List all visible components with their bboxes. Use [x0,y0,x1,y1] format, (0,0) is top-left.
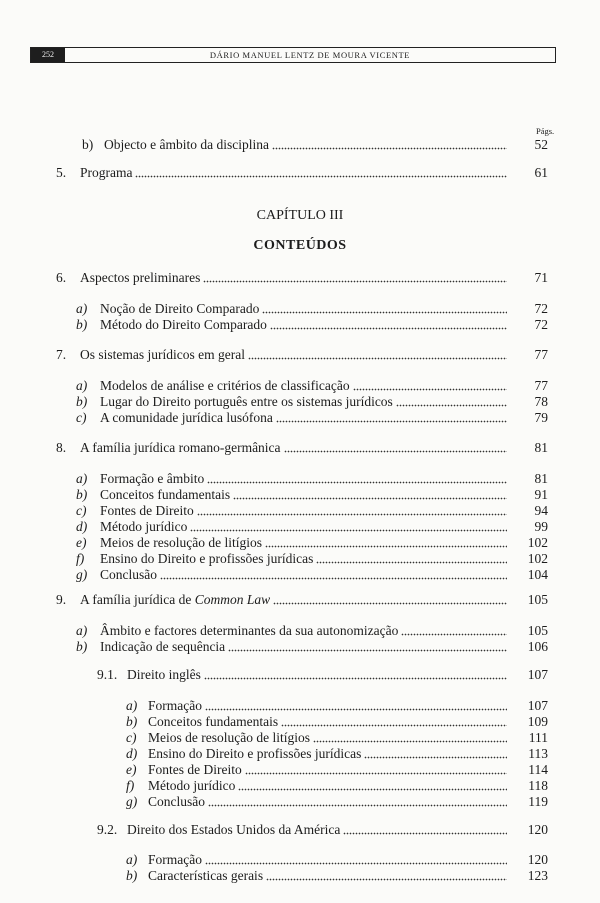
entry-number: g) [126,794,138,809]
leader-dots [284,450,507,453]
entry-title: Direito inglês [127,667,201,682]
entry-page: 77 [534,378,548,393]
entry-number: c) [126,730,137,745]
toc-entry [56,592,548,608]
entry-number: b) [126,714,138,729]
toc-entry [76,487,548,503]
toc-entry [76,301,548,317]
toc-entry [76,519,548,535]
entry-page: 120 [527,852,548,867]
entry-title: Formação [148,852,202,867]
entry-page: 61 [534,165,548,180]
entry-page: 109 [527,714,548,729]
entry-number: a) [126,698,138,713]
leader-dots [343,832,507,835]
leader-dots [205,708,507,711]
toc-entry [97,667,548,683]
toc-entry [126,714,548,730]
leader-dots [197,513,507,516]
entry-page: 104 [527,567,548,582]
leader-dots [204,677,507,680]
entry-title: Ensino do Direito e profissões jurídicas [148,746,362,761]
entry-number: 5. [56,165,67,180]
leader-dots [270,327,507,330]
entry-number: a) [76,378,88,393]
toc-entry [126,730,548,746]
entry-title: Conceitos fundamentais [100,487,231,502]
page-number: 252 [31,48,65,62]
entry-number: a) [76,623,88,638]
entry-number: 7. [56,347,67,362]
entry-page: 120 [527,822,548,837]
entry-page: 119 [528,794,548,809]
toc-entry [76,317,548,333]
entry-title: Método jurídico [100,519,188,534]
entry-title: Meios de resolução de litígios [148,730,310,745]
entry-title: Os sistemas jurídicos em geral [80,347,245,362]
leader-dots [265,545,507,548]
leader-dots [238,788,507,791]
entry-title: Programa [80,165,133,180]
chapter-heading: CAPÍTULO III [256,208,344,223]
leader-dots [135,175,507,178]
leader-dots [401,633,507,636]
entry-number: d) [76,519,88,534]
entry-title: Conceitos fundamentais [148,714,279,729]
toc-entry [56,270,548,286]
toc-entry [76,623,548,639]
toc-entry [126,762,548,778]
leader-dots [276,420,507,423]
toc-entry [56,347,548,363]
entry-page: 71 [534,270,548,285]
entry-title: A comunidade jurídica lusófona [100,410,273,425]
entry-page: 72 [534,317,548,332]
entry-number: 9.1. [97,667,118,682]
entry-number: b) [76,487,88,502]
entry-number: b) [76,639,88,654]
toc-entry [56,165,548,181]
entry-page: 111 [528,730,548,745]
entry-number: c) [76,410,87,425]
leader-dots [273,602,507,605]
entry-page: 107 [527,667,548,682]
leader-dots [281,724,507,727]
entry-number: c) [76,503,87,518]
entry-page: 118 [528,778,548,793]
entry-title: Formação [148,698,202,713]
entry-title: Conclusão [100,567,157,582]
leader-dots [207,481,507,484]
entry-title: Modelos de análise e critérios de classificação [100,378,350,393]
entry-title: Noção de Direito Comparado [100,301,260,316]
toc-entry [76,639,548,655]
entry-number: a) [76,471,88,486]
leader-dots [203,280,507,283]
leader-dots [228,649,507,652]
entry-number: 9.2. [97,822,118,837]
entry-title: Fontes de Direito [100,503,194,518]
toc-entry [126,794,548,810]
entry-title: Método do Direito Comparado [100,317,267,332]
entry-title [80,592,270,608]
entry-number: 9. [56,592,67,607]
entry-page: 113 [528,746,548,761]
toc-entry [126,852,548,868]
entry-title-italic: Common Law [194,592,271,607]
entry-number: a) [126,852,138,867]
entry-page: 105 [527,623,548,638]
toc-entry [82,137,548,153]
entry-title: Âmbito e factores determinantes da sua autonomização [100,623,399,638]
entry-title: Formação e âmbito [100,471,205,486]
entry-number: e) [76,535,87,550]
leader-dots [364,756,507,759]
entry-page: 107 [527,698,548,713]
entry-title: Indicação de sequência [100,639,226,654]
entry-page: 102 [527,535,548,550]
entry-title: Conclusão [148,794,205,809]
leader-dots [316,561,507,564]
leader-dots [248,357,507,360]
leader-dots [396,404,507,407]
leader-dots [313,740,507,743]
entry-page: 79 [534,410,548,425]
entry-title: Objecto e âmbito da disciplina [104,137,269,152]
leader-dots [160,577,507,580]
toc-entry [126,698,548,714]
toc-entry [76,471,548,487]
toc-entry [76,410,548,426]
toc-entry [126,746,548,762]
chapter-title: CONTEÚDOS [253,238,347,253]
entry-page: 99 [534,519,548,534]
leader-dots [262,311,507,314]
entry-page: 123 [527,868,548,883]
leader-dots [233,497,507,500]
entry-title: Ensino do Direito e profissões jurídicas [100,551,314,566]
toc-entry [76,567,548,583]
entry-number: b) [82,137,94,152]
toc-entry [97,822,548,838]
toc-entry [76,394,548,410]
toc-entry [76,503,548,519]
entry-page: 81 [534,471,548,486]
entry-number: b) [76,317,88,332]
toc-entry [76,535,548,551]
entry-number: 8. [56,440,67,455]
entry-page: 52 [534,137,548,152]
entry-page: 78 [534,394,548,409]
entry-page: 94 [534,503,548,518]
running-head-author: DÁRIO MANUEL LENTZ DE MOURA VICENTE [209,50,411,60]
entry-number: e) [126,762,137,777]
entry-title: A família jurídica romano-germânica [80,440,281,455]
leader-dots [353,388,507,391]
entry-number: g) [76,567,88,582]
leader-dots [190,529,507,532]
entry-title: Aspectos preliminares [80,270,201,285]
entry-number: f) [76,551,85,566]
pages-column-label: Págs. [536,126,555,136]
entry-number: f) [126,778,135,793]
entry-number: b) [126,868,138,883]
entry-page: 106 [527,639,548,654]
entry-page: 77 [534,347,548,362]
entry-title: Método jurídico [148,778,236,793]
entry-page: 91 [534,487,548,502]
entry-number: b) [76,394,88,409]
entry-page: 105 [527,592,548,607]
entry-number: a) [76,301,88,316]
entry-number: 6. [56,270,67,285]
leader-dots [266,878,507,881]
entry-page: 102 [527,551,548,566]
leader-dots [205,862,507,865]
entry-number: d) [126,746,138,761]
entry-title: Meios de resolução de litígios [100,535,262,550]
leader-dots [272,147,507,150]
entry-title: Lugar do Direito português entre os sistemas jurídicos [100,394,393,409]
entry-title: Direito dos Estados Unidos da América [127,822,341,837]
toc-entry [76,378,548,394]
entry-page: 114 [528,762,548,777]
entry-title-prefix: A família jurídica de [80,592,195,607]
entry-page: 81 [534,440,548,455]
entry-page: 72 [534,301,548,316]
leader-dots [245,772,507,775]
toc-entry [126,778,548,794]
leader-dots [208,804,507,807]
entry-title: Fontes de Direito [148,762,242,777]
toc-entry [76,551,548,567]
toc-entry [126,868,548,884]
entry-title: Características gerais [148,868,264,883]
toc-entry [56,440,548,456]
